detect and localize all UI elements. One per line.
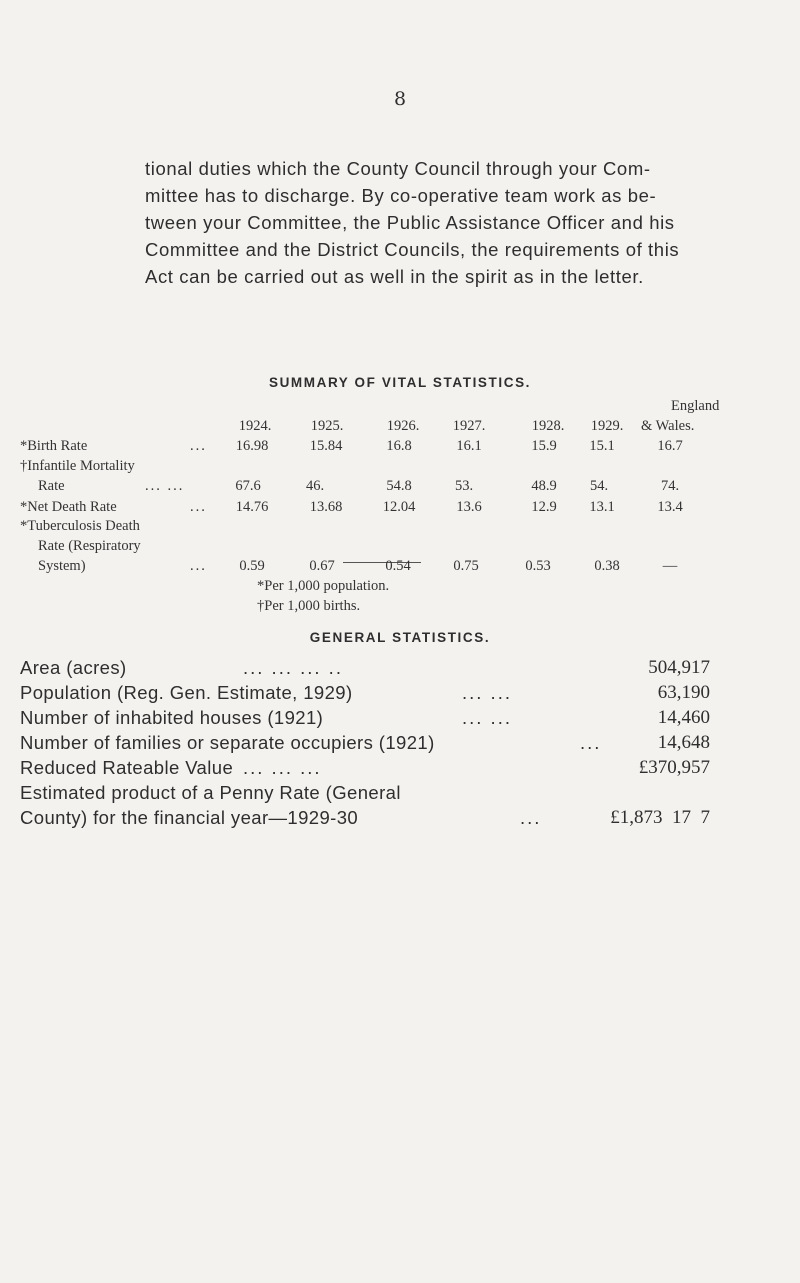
column-header: 1929. [590,418,624,434]
stat-value: 63,190 [657,682,710,703]
leader-dots: ... ... [145,478,185,494]
column-header: 1924. [238,418,272,434]
table-cell: 12.9 [531,499,557,515]
leader-dots: ... [580,732,602,753]
leader-dots: ... [190,499,207,515]
stat-label: Reduced Rateable Value [20,757,234,778]
column-header: 1925. [310,418,344,434]
table-cell: 0.54 [385,558,411,574]
column-header: 1926. [386,418,420,434]
table-cell: 0.59 [239,558,265,574]
stat-value: 504,917 [648,657,710,678]
column-header: 1927. [452,418,486,434]
table-cell: 16.8 [386,438,412,454]
paragraph-line: tional duties which the County Council through your Com- [145,158,651,179]
row-label: *Birth Rate [20,438,88,454]
leader-dots: ... [190,558,207,574]
table-cell: 15.84 [309,438,343,454]
table-cell: 0.75 [453,558,479,574]
stat-label: Estimated product of a Penny Rate (General [20,782,401,803]
table-cell: 16.7 [657,438,683,454]
table-cell: 12.04 [382,499,416,515]
stat-label: Area (acres) [20,657,127,678]
table-cell: 15.9 [531,438,557,454]
column-header: 1928. [531,418,565,434]
table-cell: 46. [305,478,325,494]
footnote: †Per 1,000 births. [257,598,361,614]
paragraph-line: tween your Committee, the Public Assistance Officer and his [145,212,675,233]
table-cell: 13.4 [657,499,683,515]
table-cell: 15.1 [589,438,615,454]
stat-value: 14,648 [657,732,710,753]
row-label: *Tuberculosis Death [20,518,140,534]
footnote: *Per 1,000 population. [257,578,390,594]
table-cell: 0.53 [525,558,551,574]
stat-label: County) for the financial year—1929-30 [20,807,359,828]
table-cell: 13.6 [456,499,482,515]
vital-statistics-heading: SUMMARY OF VITAL STATISTICS. [268,375,532,390]
column-header: England [671,398,720,414]
table-cell: 54.8 [386,478,412,494]
table-cell: 13.1 [589,499,615,515]
leader-dots: ... ... ... [243,757,322,778]
paragraph-line: Committee and the District Councils, the requirements of this [145,239,680,260]
table-cell: 13.68 [309,499,343,515]
general-statistics-heading: GENERAL STATISTICS. [309,630,491,645]
table-cell: 16.98 [235,438,269,454]
leader-dots: ... ... [462,682,512,703]
table-cell: 53. [454,478,474,494]
stat-label: Population (Reg. Gen. Estimate, 1929) [20,682,353,703]
table-cell: 16.1 [456,438,482,454]
table-cell: 0.38 [594,558,620,574]
page-number: 8 [393,88,407,110]
table-cell: — [662,558,678,574]
leader-dots: ... [190,438,207,454]
table-cell: 48.9 [531,478,557,494]
table-cell: 14.76 [235,499,269,515]
row-label: Rate (Respiratory [38,538,141,554]
stat-label: Number of families or separate occupiers (1921) [20,732,435,753]
leader-dots: ... ... ... .. [243,657,343,678]
table-cell: 67.6 [235,478,261,494]
row-label: Rate [38,478,65,494]
table-cell: 0.67 [309,558,335,574]
stat-value: £370,957 [638,757,710,778]
stat-value: 14,460 [657,707,710,728]
column-header: & Wales. [641,418,695,434]
leader-dots: ... ... [462,707,512,728]
stat-value: £1,873 17 7 [610,807,710,828]
table-cell: 54. [589,478,609,494]
paragraph-line: mittee has to discharge. By co-operative team work as be- [145,185,657,206]
paragraph-line: Act can be carried out as well in the spirit as in the letter. [145,266,644,287]
stat-label: Number of inhabited houses (1921) [20,707,324,728]
row-label: †Infantile Mortality [20,458,135,474]
row-label: *Net Death Rate [20,499,117,515]
leader-dots: ... [520,807,542,828]
table-cell: 74. [660,478,680,494]
row-label: System) [38,558,86,574]
